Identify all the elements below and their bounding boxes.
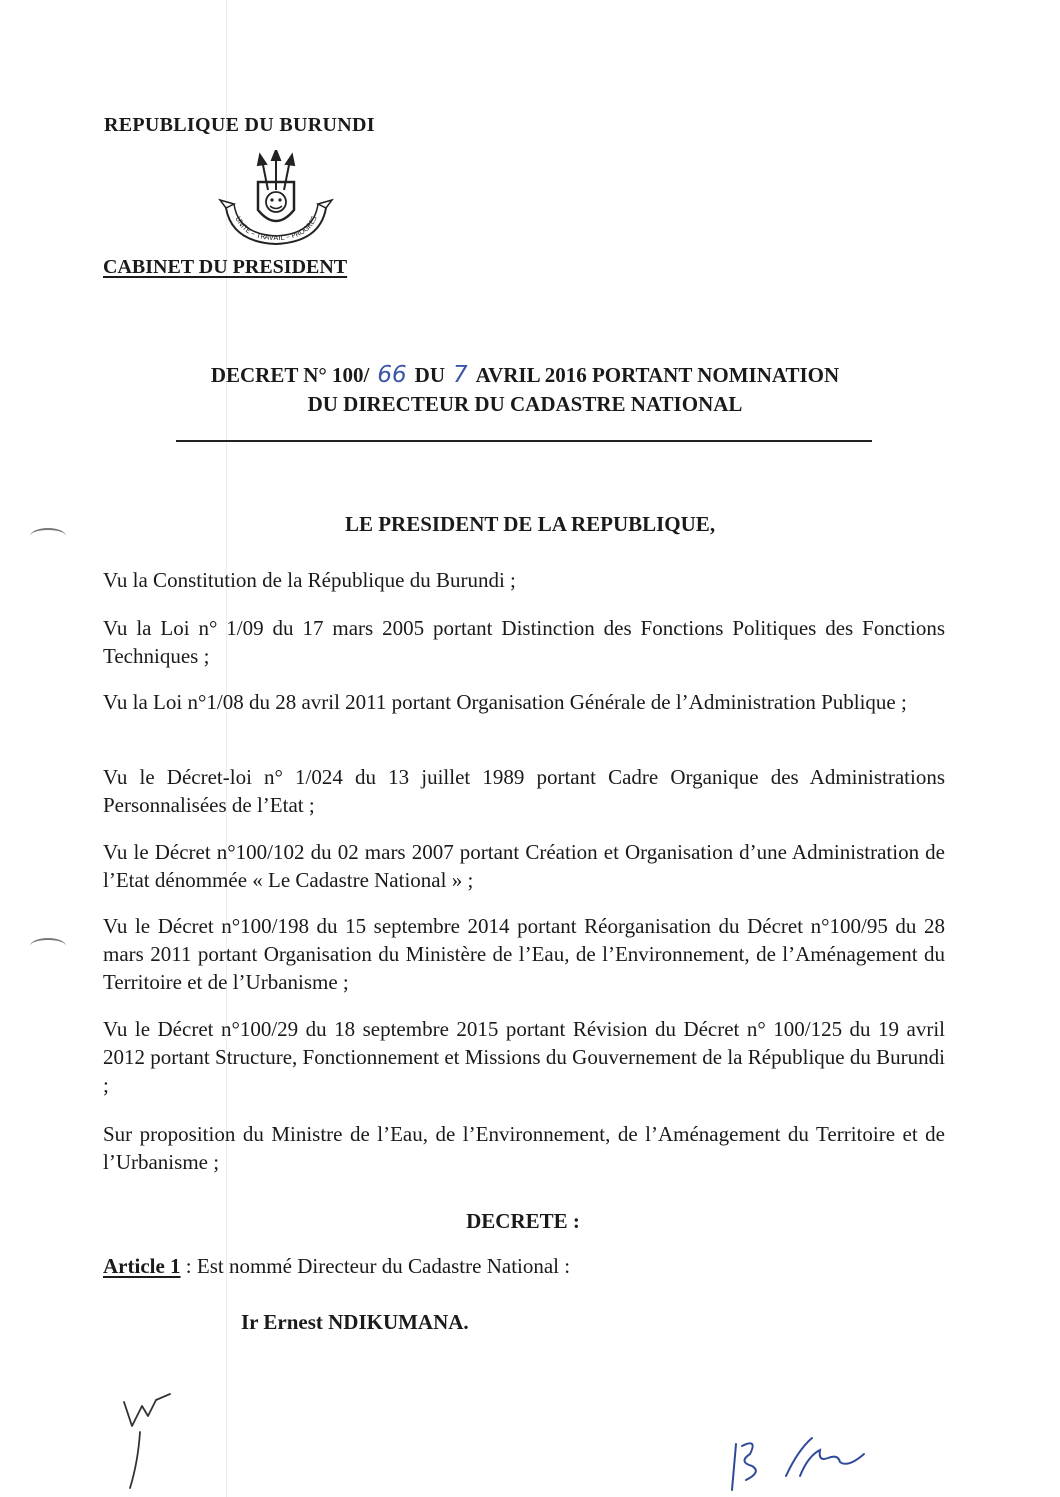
decree-date-subject: AVRIL 2016 PORTANT NOMINATION — [475, 363, 840, 387]
title-divider — [176, 440, 872, 442]
decree-title — [100, 361, 950, 419]
decree-title-line1 — [100, 361, 950, 390]
binder-hole-mark — [30, 938, 66, 954]
handwritten-decree-day: 7 — [453, 362, 468, 388]
article-label: Article 1 — [103, 1254, 181, 1278]
article-1 — [103, 1254, 570, 1279]
country-heading: REPUBLIQUE DU BURUNDI — [104, 114, 375, 136]
decree-du: DU — [414, 363, 445, 387]
article-text: : Est nommé Directeur du Cadastre National : — [180, 1254, 571, 1278]
preamble-item: Vu la Loi n° 1/09 du 17 mars 2005 portant Distinction des Fonctions Politiques des Fonctions Techniques ; — [103, 616, 945, 668]
national-emblem-icon — [212, 150, 340, 250]
nominee-name: Ir Ernest NDIKUMANA. — [241, 1310, 469, 1334]
decree-title-line2: DU DIRECTEUR DU CADASTRE NATIONAL — [307, 392, 743, 416]
preamble-item: Vu le Décret n°100/29 du 18 septembre 2015 portant Révision du Décret n° 100/125 du 19 avril 2012 portant Structure, Fonctionnement et Missions du Gouvernement de la République du Burundi ; — [103, 1017, 945, 1097]
preamble-item: Vu la Loi n°1/08 du 28 avril 2011 portant Organisation Générale de l’Administration Publique ; — [103, 690, 907, 714]
decree-number-prefix: DECRET N° 100/ — [210, 363, 370, 387]
preamble-item: Vu le Décret-loi n° 1/024 du 13 juillet 1989 portant Cadre Organique des Administrations Personnalisées de l’Etat ; — [103, 765, 945, 817]
preamble-item: Vu le Décret n°100/198 du 15 septembre 2014 portant Réorganisation du Décret n°100/95 du 28 mars 2011 portant Organisation du Ministère de l’Eau, de l’Environnement, de l’Aménagement du Territoire et de l’Urbanisme ; — [103, 914, 945, 994]
decrete-heading: DECRETE : — [466, 1209, 580, 1233]
president-heading: LE PRESIDENT DE LA REPUBLIQUE, — [344, 512, 716, 536]
preamble-item: Vu le Décret n°100/102 du 02 mars 2007 portant Création et Organisation d’une Administration de l’Etat dénommée « Le Cadastre National » ; — [103, 840, 945, 892]
preamble-item: Sur proposition du Ministre de l’Eau, de l’Environnement, de l’Aménagement du Territoire et de l’Urbanisme ; — [103, 1122, 945, 1174]
office-heading: CABINET DU PRESIDENT — [103, 256, 348, 278]
handwritten-initials-right — [728, 1432, 878, 1492]
handwritten-decree-number: 66 — [377, 362, 407, 388]
handwritten-initials-left — [118, 1392, 188, 1492]
emblem-motto: UNITE – TRAVAIL – PROGRES — [233, 214, 319, 243]
preamble-item: Vu la Constitution de la République du Burundi ; — [103, 568, 516, 592]
